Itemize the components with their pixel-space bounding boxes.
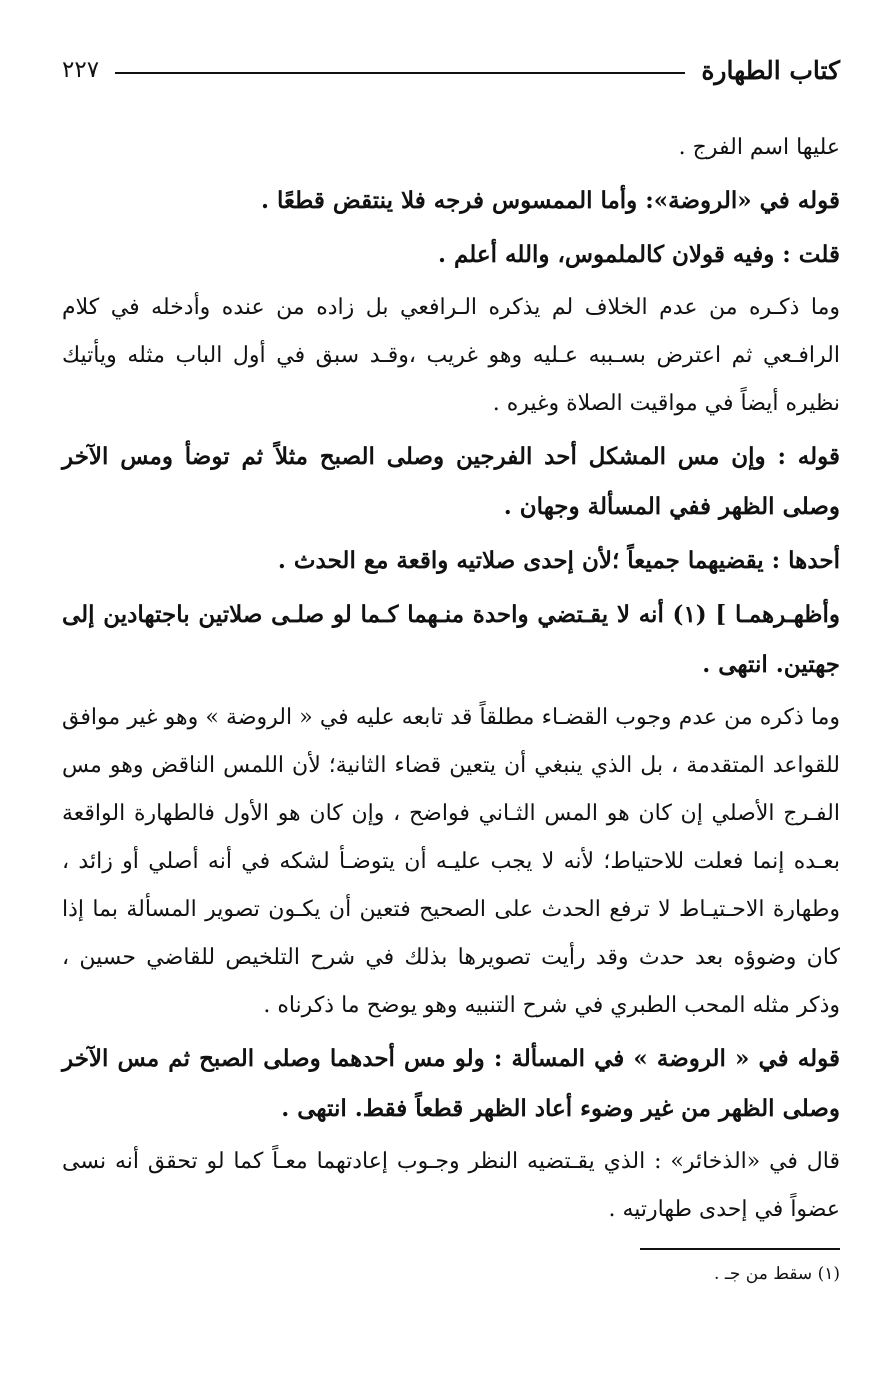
footnotes-section (62, 1248, 840, 1288)
paragraph: عليها اسم الفرج . (678, 135, 840, 160)
footnote-rule (640, 1248, 840, 1250)
paragraph: قال في «الذخائر» : الذي يقـتضيه النظر وجـوب إعادتهما معـاً كما لو تحقق أنه نسى عضواً في إحدى طهارتيه . (62, 1149, 840, 1222)
quoted-statement: وأظهـرهمـا ] (١) أنه لا يقـتضي واحدة منـهما كـما لو صلـى صلاتين باجتهادين إلى جهتين. انتهى . (62, 601, 840, 678)
header-rule (115, 72, 685, 74)
quoted-statement: أحدها : يقضيهما جميعاً ؛لأن إحدى صلاتيه واقعة مع الحدث . (277, 547, 840, 574)
footnote: (١) سقط من جـ . (714, 1264, 840, 1284)
page-number: ٢٢٧ (62, 57, 100, 83)
page-body (62, 124, 840, 1234)
document-page (62, 44, 840, 1288)
paragraph: وما ذكره من عدم وجوب القضـاء مطلقاً قد تابعه عليه في « الروضة » وهو غير موافق للقواعد المتقدمة ، بل الذي ينبغي أن يتعين قضاء الثانية؛ لأن اللمس الناقض وهو مس الفـرج الأصلي إن كان هو المس الثـاني فواضح ، وإن كان هو الأول فالطهارة الواقعة بعـده إنما فعلت للاحتياط؛ لأنه لا يجب عليـه أن يتوضـأ لشكه في أنه أصلي أو زائد ، وطهارة الاحـتيـاط لا ترفع الحدث على الصحيح فتعين أن يكـون تصوير المسألة بما إذا كان وضوؤه بعد حدث وقد رأيت تصويرها بذلك في شرح التلخيص للقاضي حسين ، وذكر مثله المحب الطبري في شرح التنبيه وهو يوضح ما ذكرناه . (62, 705, 840, 1018)
quoted-statement: قوله في «الروضة»: وأما الممسوس فرجه فلا ينتقض قطعًا . (260, 187, 840, 214)
quoted-statement: قلت : وفيه قولان كالملموس، والله أعلم . (437, 241, 840, 268)
quoted-statement: قوله : وإن مس المشكل أحد الفرجين وصلى الصبح مثلاً ثم توضأ ومس الآخر وصلى الظهر ففي المسألة وجهان . (62, 443, 840, 520)
running-title: كتاب الطهارة (701, 55, 840, 85)
quoted-statement: قوله في « الروضة » في المسألة : ولو مس أحدهما وصلى الصبح ثم مس الآخر وصلى الظهر من غير وضوء أعاد الظهر قطعاً فقط. انتهى . (62, 1045, 840, 1122)
paragraph: وما ذكـره من عدم الخلاف لم يذكره الـرافعي بل زاده من عنده وأدخله في كلام الرافـعي ثم اعترض بسـببه عـليه وهو غريب ،وقـد سبق في أول الباب مثله ويأتيك نظيره أيضاً في مواقيت الصلاة وغيره . (62, 295, 840, 416)
page-header (62, 44, 840, 96)
